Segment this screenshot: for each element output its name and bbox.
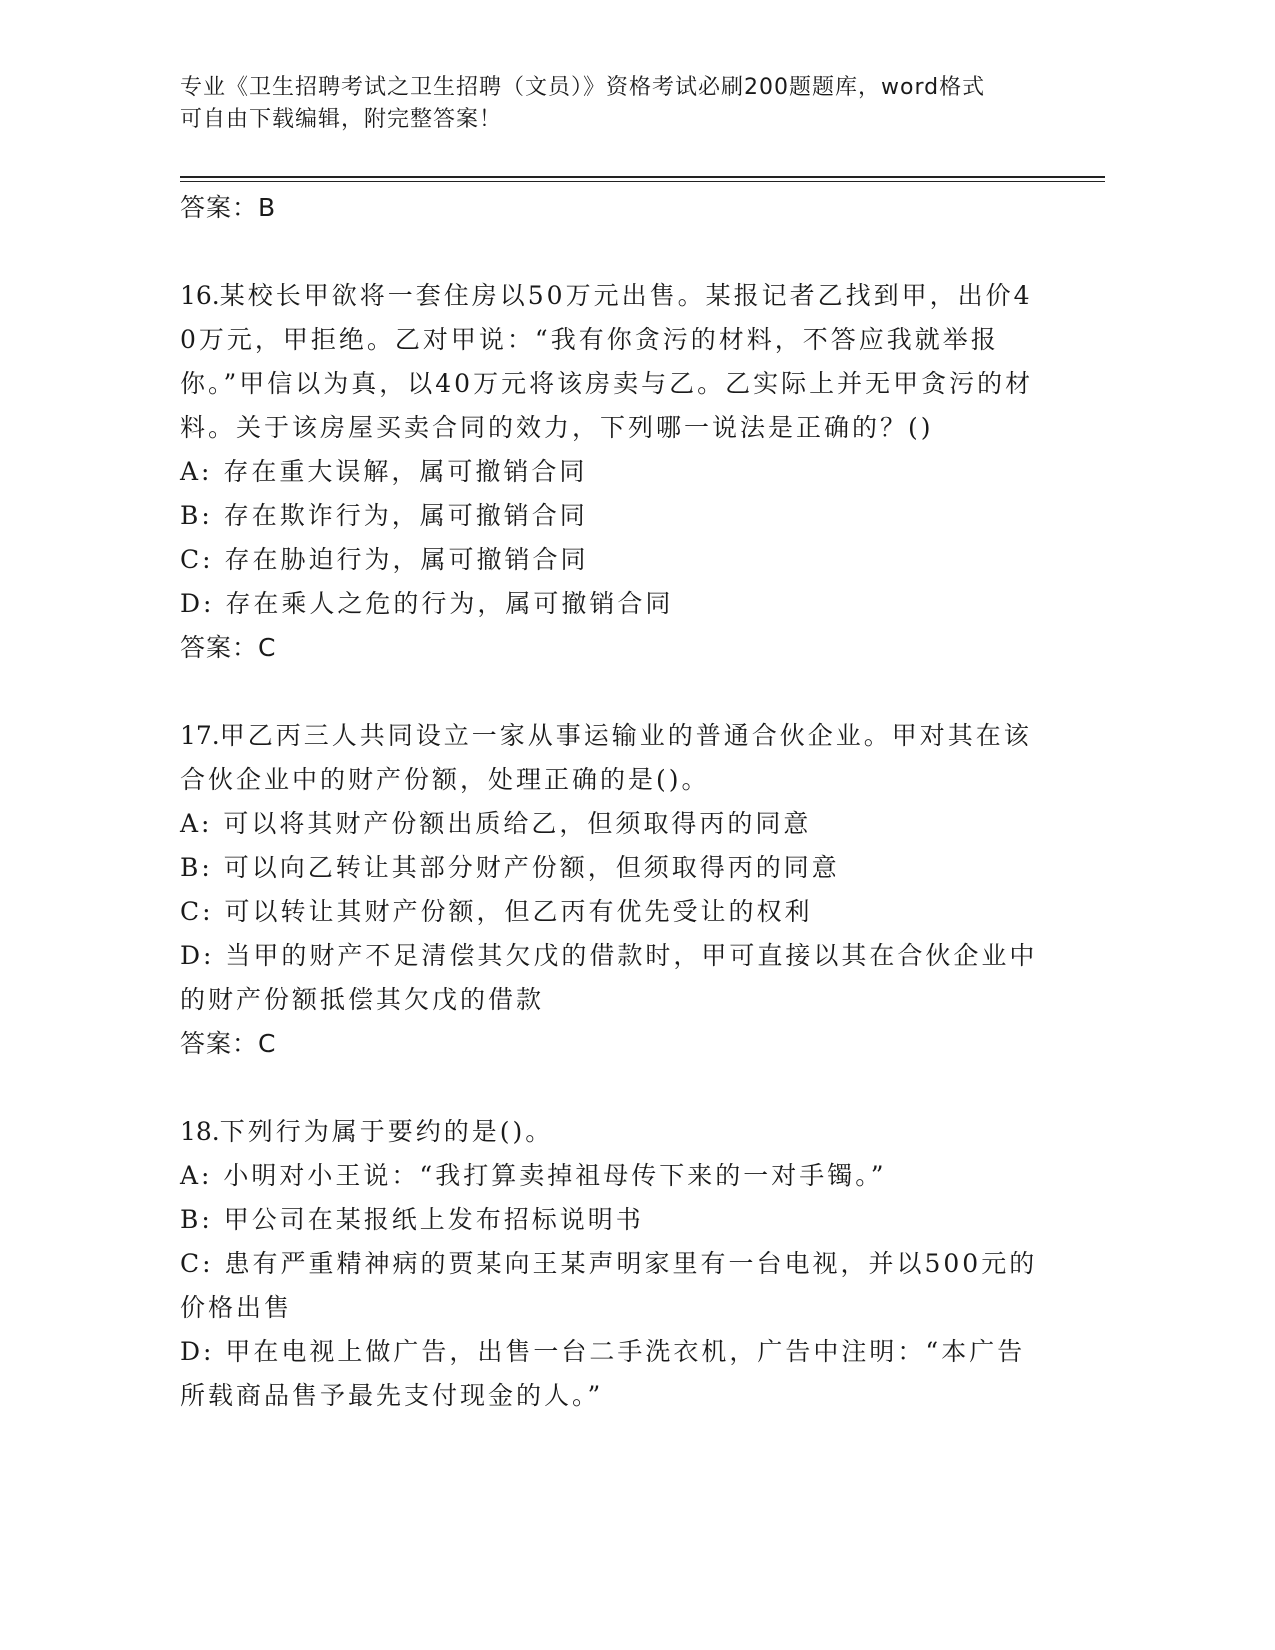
header-rule-thin	[180, 181, 1105, 182]
question-block	[180, 274, 1040, 670]
question-text	[180, 1110, 1040, 1154]
option-b: B: 可以向乙转让其部分财产份额，但须取得丙的同意	[180, 853, 840, 882]
document-header	[180, 72, 1040, 136]
question-stem: 下列行为属于要约的是()。	[219, 1117, 554, 1146]
question-number: 18.	[180, 1117, 220, 1146]
option-b: B: 甲公司在某报纸上发布招标说明书	[180, 1205, 644, 1234]
option-a: A: 存在重大误解，属可撤销合同	[180, 457, 588, 486]
option-d: D: 存在乘人之危的行为，属可撤销合同	[180, 589, 674, 618]
spacer	[180, 230, 1040, 274]
question-text	[180, 274, 1040, 450]
spacer	[180, 670, 1040, 714]
answer-line: 答案：C	[180, 633, 277, 662]
option-c: C: 存在胁迫行为，属可撤销合同	[180, 545, 589, 574]
spacer	[180, 1066, 1040, 1110]
option-b: B: 存在欺诈行为，属可撤销合同	[180, 501, 588, 530]
question-number: 17.	[180, 721, 220, 750]
option-a: A: 可以将其财产份额出质给乙，但须取得丙的同意	[180, 809, 812, 838]
option-c: C: 可以转让其财产份额，但乙丙有优先受让的权利	[180, 897, 813, 926]
question-text	[180, 714, 1040, 802]
question-number: 16.	[180, 281, 220, 310]
header-title-line-1: 专业《卫生招聘考试之卫生招聘（文员）》资格考试必刷200题题库，word格式	[180, 75, 986, 100]
question-list	[180, 186, 1040, 1418]
option-c: C: 患有严重精神病的贾某向王某声明家里有一台电视，并以500元的价格出售	[180, 1249, 1038, 1322]
header-rule-thick	[180, 176, 1105, 178]
question-stem: 甲乙丙三人共同设立一家从事运输业的普通合伙企业。甲对其在该合伙企业中的财产份额，处理正确的是()。	[180, 721, 1032, 794]
header-title-line-2: 可自由下载编辑，附完整答案！	[180, 107, 503, 132]
option-a: A: 小明对小王说：“我打算卖掉祖母传下来的一对手镯。”	[180, 1161, 887, 1190]
answer-line: 答案：C	[180, 1029, 277, 1058]
option-d: D: 甲在电视上做广告，出售一台二手洗衣机，广告中注明：“本广告所载商品售予最先支付现金的人。”	[180, 1337, 1026, 1410]
question-block	[180, 1110, 1040, 1418]
option-d: D: 当甲的财产不足清偿其欠戊的借款时，甲可直接以其在合伙企业中的财产份额抵偿其欠戊的借款	[180, 941, 1038, 1014]
answer-line: 答案：B	[180, 193, 277, 222]
question-stem: 某校长甲欲将一套住房以50万元出售。某报记者乙找到甲，出价40万元，甲拒绝。乙对甲说：“我有你贪污的材料，不答应我就举报你。”甲信以为真，以40万元将该房卖与乙。乙实际上并无甲贪污的材料。关于该房屋买卖合同的效力，下列哪一说法是正确的？()	[180, 281, 1034, 442]
question-block	[180, 714, 1040, 1066]
